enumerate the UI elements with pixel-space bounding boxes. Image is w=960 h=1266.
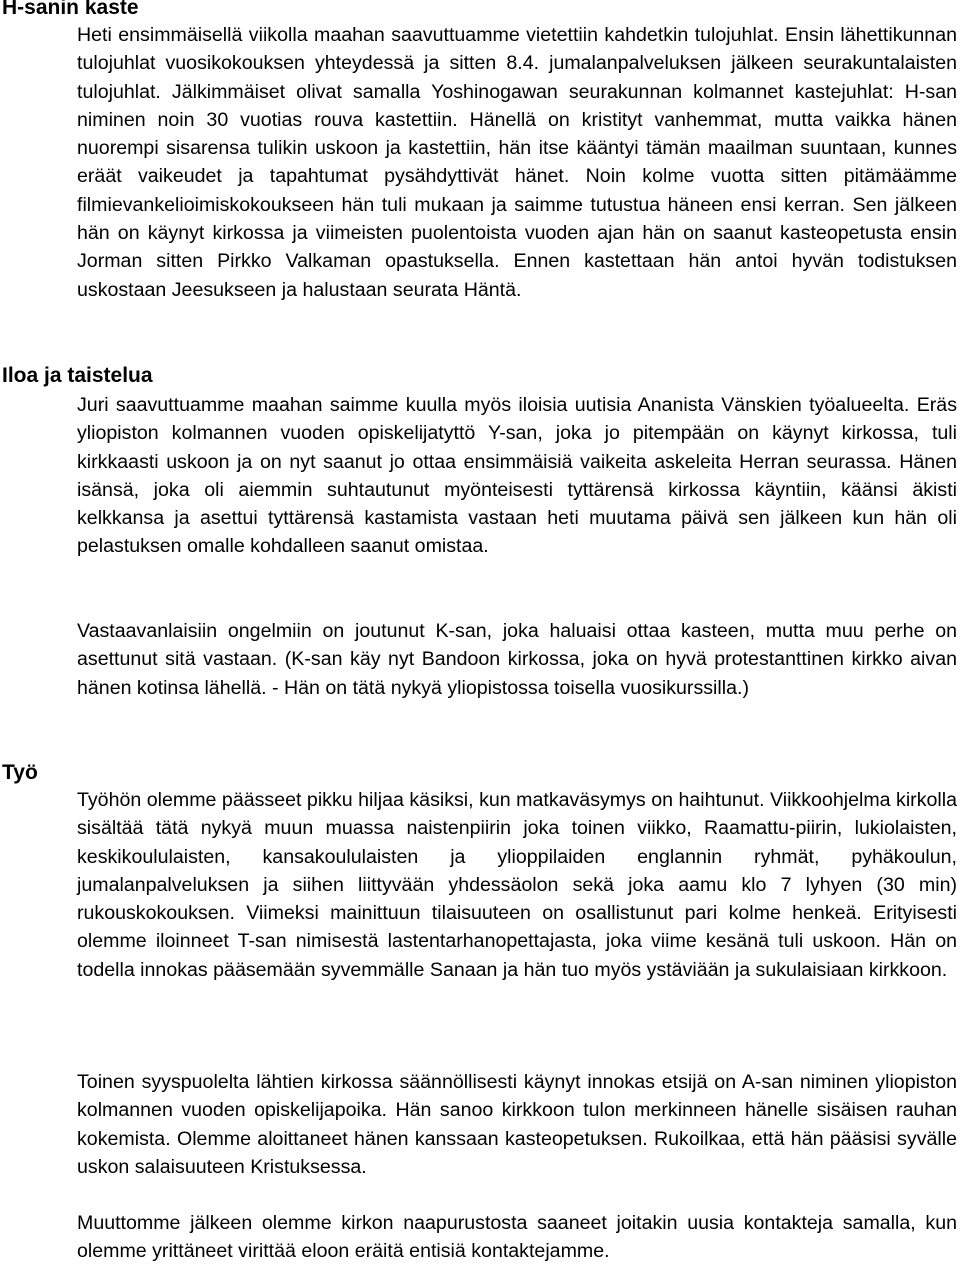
section-heading-h-sanin-kaste: H-sanin kaste [2, 0, 139, 19]
paragraph-iloa-ja-taistelua-1: Juri saavuttuamme maahan saimme kuulla myös iloisia uutisia Ananista Vänskien työalueelta. Eräs yliopiston kolmannen vuoden opiskelijatyttö Y-san, joka jo pitempään on käynyt kirkossa, tuli kirkkaasti uskoon ja on nyt saanut jo ottaa ensimmäisiä vaikeita askeleita Herran seurassa. Hänen isänsä, joka oli aiemmin suhtautunut myönteisesti tyttärensä kirkossa käyntiin, käänsi äkisti kelkkansa ja asettui tyttärensä kastamista vastaan heti muutama päivä sen jälkeen kun hän oli pelastuksen omalle kohdalleen saanut omistaa. [77, 394, 957, 558]
paragraph-tyo-1: Työhön olemme päässeet pikku hiljaa käsiksi, kun matkaväsymys on haihtunut. Viikkoohjelma kirkolla sisältää tätä nykyä muun muassa naistenpiirin joka toinen viikko, Raamattu-piirin, lukiolaisten, keskikoululaisten, kansakoululaisten ja ylioppilaiden englannin ryhmät, pyhäkoulun, jumalanpalveluksen ja siihen liittyvään yhdessäolon sekä joka aamu klo 7 lyhyen (30 min) rukouskokouksen. Viimeksi mainittuun tilaisuuteen on osallistunut pari kolme henkeä. Erityisesti olemme iloinneet T-san nimisestä lastentarhanopettajasta, joka viime kesänä tuli uskoon. Hän on todella innokas pääsemään syvemmälle Sanaan ja hän tuo myös ystäviään ja sukulaisiaan kirkkoon. [77, 789, 957, 981]
paragraph-h-sanin-kaste: Heti ensimmäisellä viikolla maahan saavuttuamme vietettiin kahdetkin tulojuhlat. Ensin lähettikunnan tulojuhlat vuosikokouksen yhteydessä ja sitten 8.4. jumalanpalveluksen jälkeen seurakuntalaisten tulojuhlat. Jälkimmäiset olivat samalla Yoshinogawan seurakunnan kolmannet kastejuhlat: H-san niminen noin 30 vuotias rouva kastettiin. Hänellä on kristityt vanhemmat, mutta vaikka hänen nuorempi sisarensa tulikin uskoon ja kastettiin, hän itse kääntyi tämän maailman suuntaan, kunnes eräät vaikeudet ja tapahtumat pysähdyttivät hänet. Noin kolme vuotta sitten pitämäämme filmievankelioimiskokoukseen hän tuli mukaan ja saimme tutustua häneen ensi kerran. Sen jälkeen hän on käynyt kirkossa ja viimeisten puolentoista vuoden ajan hän on saanut kasteopetusta ensin Jorman sitten Pirkko Valkaman opastuksella. Ennen kastettaan hän antoi hyvän todistuksen uskostaan Jeesukseen ja halustaan seurata Häntä. [77, 24, 957, 301]
paragraph-tyo-3: Muuttomme jälkeen olemme kirkon naapurustosta saaneet joitakin uusia kontakteja samalla, kun olemme yrittäneet virittää eloon eräitä entisiä kontaktejamme. [77, 1212, 957, 1263]
section-heading-tyo: Työ [2, 761, 38, 784]
section-heading-iloa-ja-taistelua: Iloa ja taistelua [2, 364, 153, 387]
paragraph-tyo-2: Toinen syyspuolelta lähtien kirkossa säännöllisesti käynyt innokas etsijä on A-san niminen yliopiston kolmannen vuoden opiskelijapoika. Hän sanoo kirkkoon tulon merkinneen hänelle sisäisen rauhan kokemista. Olemme aloittaneet hänen kanssaan kasteopetuksen. Rukoilkaa, että hän pääsisi syvälle uskon salaisuuteen Kristuksessa. [77, 1071, 957, 1178]
paragraph-iloa-ja-taistelua-2: Vastaavanlaisiin ongelmiin on joutunut K-san, joka haluaisi ottaa kasteen, mutta muu perhe on asettunut sitä vastaan. (K-san käy nyt Bandoon kirkossa, joka on hyvä protestanttinen kirkko aivan hänen kotinsa lähellä. - Hän on tätä nykyä yliopistossa toisella vuosikurssilla.) [77, 620, 957, 699]
